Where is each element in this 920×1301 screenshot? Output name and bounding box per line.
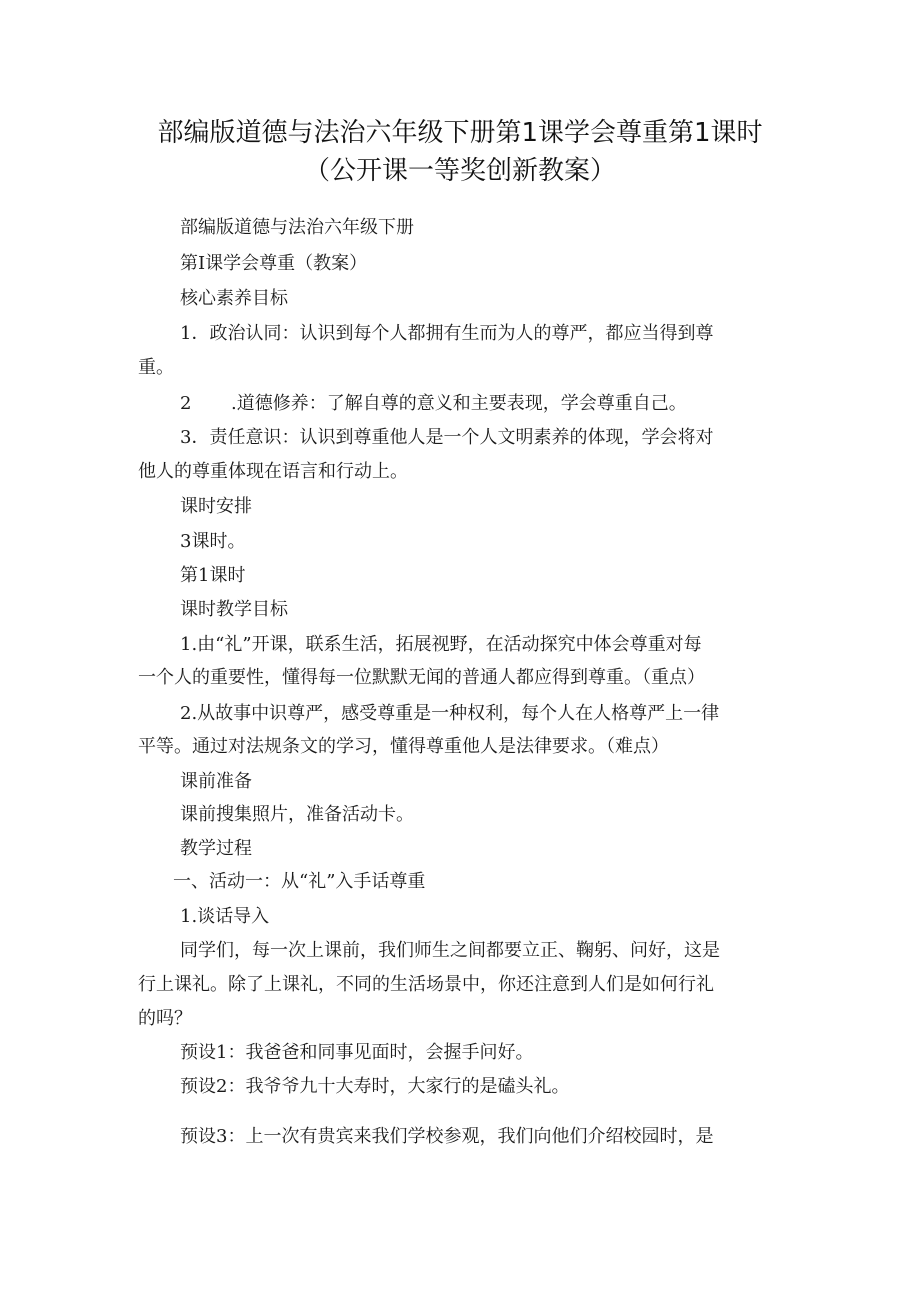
process-heading: 教学过程 <box>180 838 252 859</box>
document-title-line-1: 部编版道德与法治六年级下册第1课学会尊重第1课时 <box>157 118 763 148</box>
goal-3-line-2: 他人的尊重体现在语言和行动上。 <box>138 461 408 482</box>
preparation-value: 课前搜集照片，准备活动卡。 <box>180 804 414 825</box>
core-goals-heading: 核心素养目标 <box>180 288 288 309</box>
schedule-heading: 课时安排 <box>180 496 252 517</box>
goal-3-line-1: 3．责任意识：认识到尊重他人是一个人文明素养的体现，学会将对 <box>180 427 714 448</box>
period-goal-1-line-2: 一个人的重要性，懂得每一位默默无闻的普通人都应得到尊重。（重点） <box>138 667 705 688</box>
goal-2-text: .道德修养：了解自尊的意义和主要表现，学会尊重自己。 <box>231 393 687 414</box>
goal-2-number: 2 <box>180 393 192 414</box>
book-name: 部编版道德与法治六年级下册 <box>180 217 414 238</box>
preparation-heading: 课前准备 <box>180 771 252 792</box>
intro-heading: 1.谈话导入 <box>180 906 270 927</box>
goal-1-line-1: 1．政治认同：认识到每个人都拥有生而为人的尊严，都应当得到尊 <box>180 323 714 344</box>
period-goal-1-line-1: 1.由“礼”开课，联系生活，拓展视野，在活动探究中体会尊重对每 <box>180 634 702 655</box>
period-goal-2-line-1: 2.从故事中识尊严，感受尊重是一种权利，每个人在人格尊严上一律 <box>180 703 720 724</box>
paragraph-line-3: 的吗？ <box>138 1008 192 1029</box>
document-title-line-2: （公开课一等奖创新教案） <box>303 156 616 186</box>
preset-1: 预设1：我爸爸和同事见面时，会握手问好。 <box>180 1042 534 1063</box>
paragraph-line-1: 同学们，每一次上课前，我们师生之间都要立正、鞠躬、问好，这是 <box>180 940 720 961</box>
schedule-value: 3课时。 <box>180 531 246 552</box>
activity-1-heading: 一、活动一：从“礼”入手话尊重 <box>173 871 426 892</box>
period-goal-2-line-2: 平等。通过对法规条文的学习，懂得尊重他人是法律要求。（难点） <box>138 736 669 757</box>
paragraph-line-2: 行上课礼。除了上课礼，不同的生活场景中，你还注意到人们是如何行礼 <box>138 974 714 995</box>
goal-1-line-2: 重。 <box>138 357 174 378</box>
period-goals-heading: 课时教学目标 <box>180 599 288 620</box>
lesson-title: 第I课学会尊重（教案） <box>180 253 368 274</box>
preset-2: 预设2：我爷爷九十大寿时，大家行的是磕头礼。 <box>180 1076 570 1097</box>
period-label: 第1课时 <box>180 565 246 586</box>
preset-3: 预设3：上一次有贵宾来我们学校参观，我们向他们介绍校园时，是 <box>180 1126 714 1147</box>
